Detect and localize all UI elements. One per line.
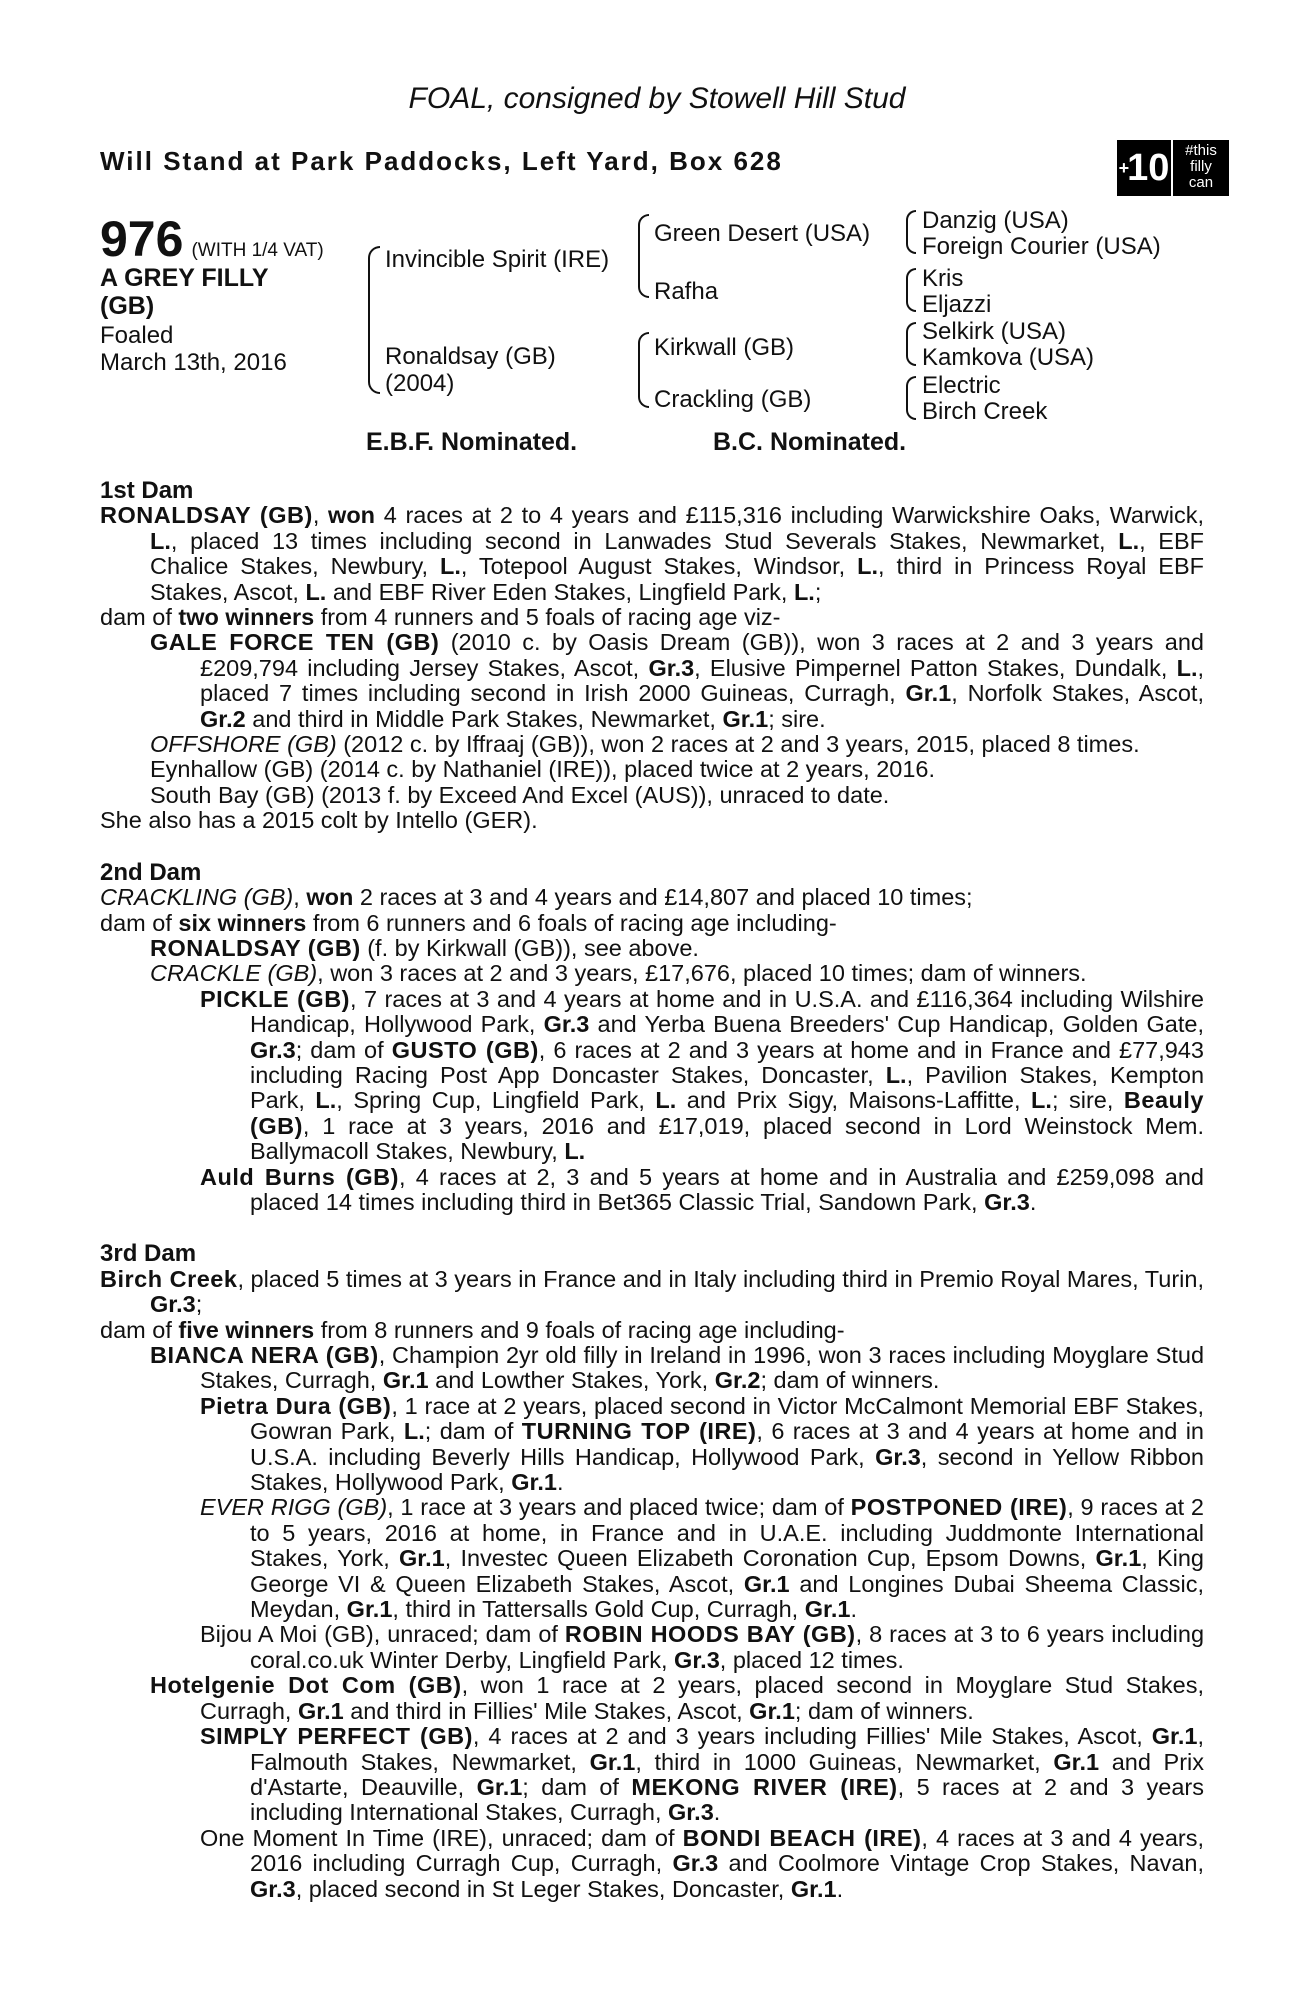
dam: Ronaldsay (GB) [385, 343, 556, 370]
plus10-badge [1117, 140, 1229, 196]
consignor-heading: FOAL, consigned by Stowell Hill Stud [408, 82, 906, 115]
lot-number-block [100, 210, 324, 268]
ped-dds: Electric [922, 372, 1001, 399]
ped-dsd: Kamkova (USA) [922, 344, 1095, 371]
progeny-entry: EVER RIGG (GB), 1 race at 3 years and placed twice; dam of POSTPONED (IRE), 9 races at 2 to 5 years, 2016 at home, in France and in U.A.E. including Juddmonte International Stakes, York, Gr.1, Investec Queen Elizabeth Coronation Cup, Epsom Downs, Gr.1, King George VI & Queen Elizabeth Stakes, Ascot, Gr.1 and Longines Dubai Sheema Classic, Meydan, Gr.1, third in Tattersalls Gold Cup, Curragh, Gr.1. [200, 1494, 1205, 1623]
ped-dss: Selkirk (USA) [922, 318, 1067, 345]
progeny-entry: SIMPLY PERFECT (GB), 4 races at 2 and 3 years including Fillies' Mile Stakes, Ascot, Gr.1, Falmouth Stakes, Newmarket, Gr.1, third in 1000 Guineas, Newmarket, Gr.1 and Prix d'Astarte, Deauville, Gr.1; dam of MEKONG RIVER (IRE), 5 races at 2 and 3 years including International Stakes, Curragh, Gr.3. [200, 1723, 1204, 1826]
third-dam-heading: 3rd Dam [100, 1240, 197, 1268]
lot-number: 976 [100, 211, 184, 267]
progeny-entry: Bijou A Moi (GB), unraced; dam of ROBIN HOODS BAY (GB), 8 races at 3 to 6 years including coral.co.uk Winter Derby, Lingfield Park, Gr.3, placed 12 times. [200, 1621, 1205, 1673]
progeny-entry: GALE FORCE TEN (GB) (2010 c. by Oasis Dream (GB)), won 3 races at 2 and 3 years and £209,794 including Jersey Stakes, Ascot, Gr.3, Elusive Pimpernel Patton Stakes, Dundalk, L., placed 7 times including second in Irish 2000 Guineas, Curragh, Gr.1, Norfolk Stakes, Ascot, Gr.2 and third in Middle Park Stakes, Newmarket, Gr.1; sire. [150, 629, 1205, 732]
sire-dam: Rafha [654, 278, 719, 305]
third-dam-entry: Birch Creek, placed 5 times at 3 years in France and in Italy including third in Premio Royal Mares, Turin, Gr.3; [100, 1265, 1204, 1318]
dam-year: (2004) [385, 370, 455, 397]
lot-vat: (WITH 1/4 VAT) [191, 240, 324, 261]
second-dam-heading: 2nd Dam [100, 858, 202, 886]
ped-ssd: Foreign Courier (USA) [922, 233, 1161, 260]
progeny-entry: OFFSHORE (GB) (2012 c. by Iffraaj (GB)), won 2 races at 2 and 3 years, 2015, placed 8 times. [150, 731, 1140, 758]
progeny-entry: BIANCA NERA (GB), Champion 2yr old filly in Ireland in 1996, won 3 races including Moyglare Stud Stakes, Curragh, Gr.1 and Lowther Stakes, York, Gr.2; dam of winners. [150, 1342, 1205, 1394]
ped-sds: Kris [922, 265, 964, 292]
dam-dam: Crackling (GB) [654, 386, 812, 413]
ped-ddd: Birch Creek [922, 398, 1048, 425]
progeny-entry: South Bay (GB) (2013 f. by Exceed And Excel (AUS)), unraced to date. [150, 781, 890, 808]
catalogue-body [100, 478, 1204, 1902]
progeny-entry: Eynhallow (GB) (2014 c. by Nathaniel (IRE)), placed twice at 2 years, 2016. [150, 756, 936, 783]
third-dam-summary: dam of five winners from 8 runners and 9 foals of racing age including- [100, 1316, 845, 1343]
sire-sire: Green Desert (USA) [654, 220, 871, 247]
ped-sdd: Eljazzi [922, 291, 992, 318]
first-dam-summary: dam of two winners from 4 runners and 5 foals of racing age viz- [100, 604, 781, 631]
dam-sire: Kirkwall (GB) [654, 334, 795, 361]
progeny-entry: PICKLE (GB), 7 races at 3 and 4 years at home and in U.S.A. and £116,364 including Wilshire Handicap, Hollywood Park, Gr.3 and Yerba Buena Breeders' Cup Handicap, Golden Gate, Gr.3; dam of GUSTO (GB), 6 races at 2 and 3 years at home and in France and £77,943 including Racing Post App Doncaster Stakes, Doncaster, L., Pavilion Stakes, Kempton Park, L., Spring Cup, Lingfield Park, L. and Prix Sigy, Maisons-Laffitte, L.; sire, Beauly (GB), 1 race at 3 years, 2016 and £17,019, placed second in Lord Weinstock Mem. Ballymacoll Stakes, Newbury, L. [200, 985, 1205, 1165]
foaled-info: Foaled March 13th, 2016 [100, 322, 287, 376]
ped-sss: Danzig (USA) [922, 207, 1069, 234]
stand-location: Will Stand at Park Paddocks, Left Yard, Box 628 [100, 146, 783, 176]
progeny-entry: CRACKLE (GB), won 3 races at 2 and 3 years, £17,676, placed 10 times; dam of winners. [150, 960, 1087, 987]
plus10-icon: + 10 [1117, 140, 1171, 196]
second-dam-entry: CRACKLING (GB), won 2 races at 3 and 4 years and £14,807 and placed 10 times; [100, 884, 973, 911]
first-dam-heading: 1st Dam [100, 477, 194, 504]
progeny-entry: RONALDSAY (GB) (f. by Kirkwall (GB)), see above. [150, 934, 699, 961]
sire: Invincible Spirit (IRE) [385, 246, 610, 273]
second-dam-summary: dam of six winners from 6 runners and 6 foals of racing age including- [100, 909, 837, 936]
lot-description: A GREY FILLY (GB) [100, 264, 269, 320]
progeny-entry: Auld Burns (GB), 4 races at 2, 3 and 5 years at home and in Australia and £259,098 and placed 14 times including third in Bet365 Classic Trial, Sandown Park, Gr.3. [200, 1163, 1204, 1215]
progeny-entry: Hotelgenie Dot Com (GB), won 1 race at 2 years, placed second in Moyglare Stud Stakes, Curragh, Gr.1 and third in Fillies' Mile Stakes, Ascot, Gr.1; dam of winners. [150, 1672, 1204, 1724]
this-filly-can-logo: #this filly can [1173, 140, 1229, 196]
progeny-entry: One Moment In Time (IRE), unraced; dam of BONDI BEACH (IRE), 4 races at 3 and 4 years, 2016 including Curragh Cup, Curragh, Gr.3 and Coolmore Vintage Crop Stakes, Navan, Gr.3, placed second in St Leger Stakes, Doncaster, Gr.1. [200, 1824, 1204, 1902]
bc-nominated: B.C. Nominated. [713, 428, 907, 456]
progeny-entry: Pietra Dura (GB), 1 race at 2 years, placed second in Victor McCalmont Memorial EBF Stakes, Gowran Park, L.; dam of TURNING TOP (IRE), 6 races at 3 and 4 years at home and in U.S.A. including Beverly Hills Handicap, Hollywood Park, Gr.3, second in Yellow Ribbon Stakes, Hollywood Park, Gr.1. [200, 1392, 1204, 1496]
ebf-nominated: E.B.F. Nominated. [366, 428, 578, 456]
first-dam-note: She also has a 2015 colt by Intello (GER). [100, 807, 538, 834]
first-dam-entry: RONALDSAY (GB), won 4 races at 2 to 4 years and £115,316 including Warwickshire Oaks, Warwick, L., placed 13 times including second in Lanwades Stud Severals Stakes, Newmarket, L., EBF Chalice Stakes, Newbury, L., Totepool August Stakes, Windsor, L., third in Princess Royal EBF Stakes, Ascot, L. and EBF River Eden Stakes, Lingfield Park, L.; [100, 502, 1205, 605]
